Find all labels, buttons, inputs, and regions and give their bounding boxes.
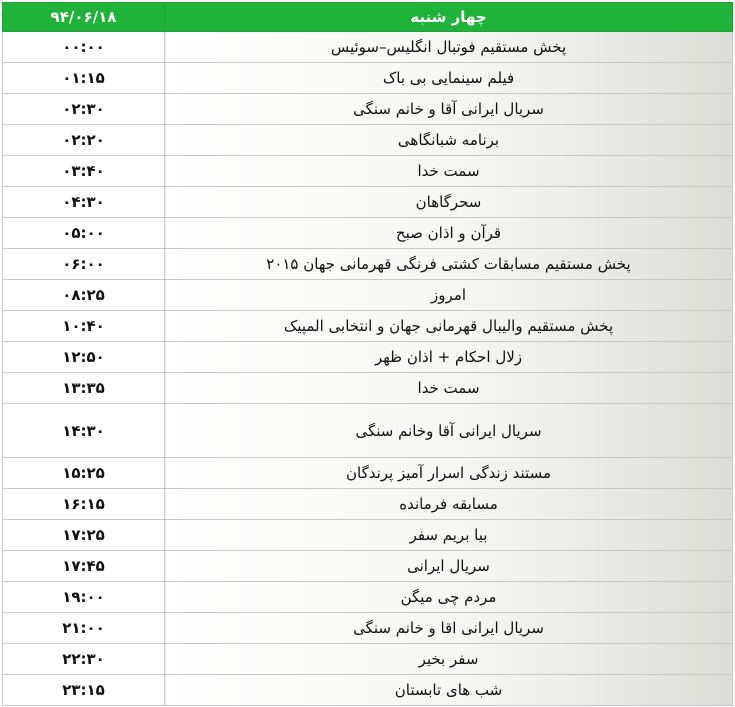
row-program: سریال ایرانی آقا و خانم سنگی: [165, 94, 733, 125]
table-row: [3, 520, 733, 551]
row-time: ۰۴:۳۰: [3, 187, 165, 218]
tv-schedule-table: [2, 2, 733, 706]
row-program: مسابقه فرمانده: [165, 489, 733, 520]
row-time: ۲۲:۳۰: [3, 644, 165, 675]
row-program: پخش مستقیم فوتبال انگلیس–سوئیس: [165, 32, 733, 63]
row-time: ۱۳:۳۵: [3, 373, 165, 404]
table-row: [3, 582, 733, 613]
row-time: ۱۴:۳۰: [3, 404, 165, 458]
row-time: ۱۲:۵۰: [3, 342, 165, 373]
table-header: [3, 3, 733, 32]
table-row: [3, 63, 733, 94]
row-time: ۱۹:۰۰: [3, 582, 165, 613]
table-row: [3, 156, 733, 187]
row-time: ۱۶:۱۵: [3, 489, 165, 520]
row-time: ۱۵:۲۵: [3, 458, 165, 489]
row-program: سحرگاهان: [165, 187, 733, 218]
row-time: ۱۷:۴۵: [3, 551, 165, 582]
row-time: ۲۳:۱۵: [3, 675, 165, 706]
header-day: چهار شنبه: [165, 3, 733, 32]
table-row: [3, 249, 733, 280]
row-program: قرآن و اذان صبح: [165, 218, 733, 249]
row-time: ۰۲:۳۰: [3, 94, 165, 125]
row-program: سریال ایرانی: [165, 551, 733, 582]
table-row: [3, 187, 733, 218]
row-program: برنامه شبانگاهی: [165, 125, 733, 156]
row-time: ۰۱:۱۵: [3, 63, 165, 94]
row-program: بیا بریم سفر: [165, 520, 733, 551]
table-row: [3, 311, 733, 342]
row-program: مستند زندگی اسرار آمیز پرندگان: [165, 458, 733, 489]
row-program: پخش مستقیم مسابقات کشتی فرنگی قهرمانی جهان ۲۰۱۵: [165, 249, 733, 280]
table-row: [3, 644, 733, 675]
header-date: ۹۴/۰۶/۱۸: [3, 3, 165, 32]
table-row: [3, 218, 733, 249]
row-program: امروز: [165, 280, 733, 311]
row-time: ۱۷:۲۵: [3, 520, 165, 551]
row-program: مردم چی میگن: [165, 582, 733, 613]
table-row: [3, 404, 733, 458]
table-row: [3, 613, 733, 644]
table-row: [3, 373, 733, 404]
row-program: فیلم سینمایی بی باک: [165, 63, 733, 94]
table-row: [3, 458, 733, 489]
table-row: [3, 342, 733, 373]
row-program: شب های تابستان: [165, 675, 733, 706]
table-row: [3, 675, 733, 706]
row-time: ۰۵:۰۰: [3, 218, 165, 249]
row-program: سمت خدا: [165, 373, 733, 404]
row-time: ۲۱:۰۰: [3, 613, 165, 644]
row-program: سریال ایرانی اقا و خانم سنگی: [165, 613, 733, 644]
row-time: ۱۰:۴۰: [3, 311, 165, 342]
row-time: ۰۲:۲۰: [3, 125, 165, 156]
table-row: [3, 280, 733, 311]
row-program: سفر بخیر: [165, 644, 733, 675]
row-time: ۰۰:۰۰: [3, 32, 165, 63]
table-row: [3, 32, 733, 63]
row-program: پخش مستقیم والیبال قهرمانی جهان و انتخابی المپیک: [165, 311, 733, 342]
table-row: [3, 94, 733, 125]
table-row: [3, 551, 733, 582]
row-time: ۰۸:۲۵: [3, 280, 165, 311]
row-program: زلال احکام + اذان ظهر: [165, 342, 733, 373]
row-program: سمت خدا: [165, 156, 733, 187]
row-time: ۰۶:۰۰: [3, 249, 165, 280]
row-program: سریال ایرانی آقا وخانم سنگی: [165, 404, 733, 458]
row-time: ۰۳:۴۰: [3, 156, 165, 187]
table-row: [3, 489, 733, 520]
table-row: [3, 125, 733, 156]
